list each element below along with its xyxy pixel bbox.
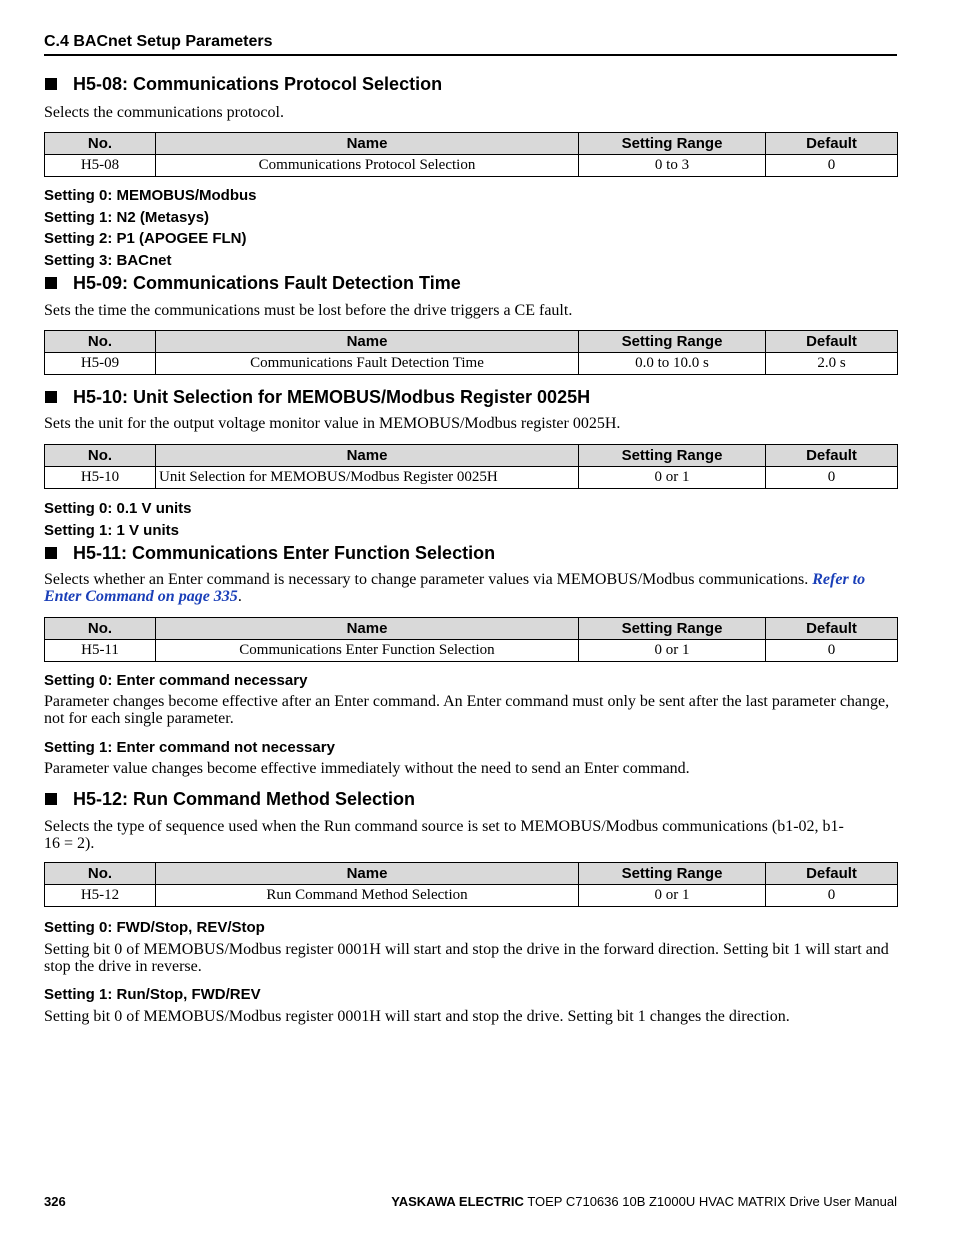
setting-label: Setting 0: MEMOBUS/Modbus — [44, 187, 257, 204]
table-header-row: No. Name Setting Range Default — [45, 331, 898, 353]
heading-h5-08: H5-08: Communications Protocol Selection — [44, 73, 897, 95]
heading-h5-09: H5-09: Communications Fault Detection Time — [44, 272, 897, 294]
heading-h5-10: H5-10: Unit Selection for MEMOBUS/Modbus Register 0025H — [44, 386, 897, 408]
heading-h5-11: H5-11: Communications Enter Function Selection — [44, 542, 897, 564]
description-h5-09: Sets the time the communications must be lost before the drive triggers a CE fault. — [44, 302, 573, 319]
heading-h5-12: H5-12: Run Command Method Selection — [44, 788, 897, 810]
square-bullet-icon — [45, 391, 57, 403]
footer-manual-title — [391, 1194, 897, 1209]
square-bullet-icon — [45, 793, 57, 805]
setting-label: Setting 0: Enter command necessary — [44, 672, 308, 689]
table-row: H5-10 Unit Selection for MEMOBUS/Modbus Register 0025H 0 or 1 0 — [45, 467, 898, 489]
table-h5-11 — [44, 617, 897, 662]
table-header-row: No. Name Setting Range Default — [45, 863, 898, 885]
footer-brand: YASKAWA ELECTRIC — [391, 1194, 524, 1209]
table-row: H5-11 Communications Enter Function Selection 0 or 1 0 — [45, 640, 898, 662]
square-bullet-icon — [45, 547, 57, 559]
header-rule — [44, 54, 897, 56]
setting-label: Setting 1: 1 V units — [44, 522, 180, 539]
table-h5-10 — [44, 444, 897, 489]
setting-label: Setting 1: Enter command not necessary — [44, 739, 335, 756]
setting-label: Setting 0: 0.1 V units — [44, 500, 192, 517]
section-header: C.4 BACnet Setup Parameters — [44, 33, 273, 50]
setting-text: Parameter value changes become effective immediately without the need to send an Enter command. — [44, 760, 690, 777]
setting-label: Setting 0: FWD/Stop, REV/Stop — [44, 919, 265, 936]
description-h5-11: Selects whether an Enter command is necessary to change parameter values via MEMOBUS/Modbus communications. Refer to Enter Command on page 335. — [44, 571, 866, 605]
footer-manual: TOEP C710636 10B Z1000U HVAC MATRIX Drive User Manual — [527, 1194, 897, 1209]
description-h5-10: Sets the unit for the output voltage monitor value in MEMOBUS/Modbus register 0025H. — [44, 415, 621, 432]
setting-text: Setting bit 0 of MEMOBUS/Modbus register 0001H will start and stop the drive. Setting bit 1 changes the direction. — [44, 1008, 790, 1025]
table-header-row: No. Name Setting Range Default — [45, 133, 898, 155]
setting-label: Setting 1: Run/Stop, FWD/REV — [44, 986, 261, 1003]
table-row: H5-08 Communications Protocol Selection 0 to 3 0 — [45, 155, 898, 177]
table-h5-12 — [44, 862, 897, 907]
page-number: 326 — [44, 1194, 66, 1209]
setting-text: Setting bit 0 of MEMOBUS/Modbus register 0001H will start and stop the drive in the forward direction. Setting bit 1 will start and stop the drive in reverse. — [44, 941, 889, 975]
square-bullet-icon — [45, 78, 57, 90]
setting-label: Setting 3: BACnet — [44, 252, 172, 269]
description-h5-08: Selects the communications protocol. — [44, 104, 284, 121]
square-bullet-icon — [45, 277, 57, 289]
table-row: H5-09 Communications Fault Detection Time 0.0 to 10.0 s 2.0 s — [45, 353, 898, 375]
table-h5-08 — [44, 132, 897, 177]
page-reference-link[interactable]: Refer to Enter Command on page 335 — [44, 571, 866, 605]
setting-label: Setting 1: N2 (Metasys) — [44, 209, 210, 226]
table-h5-09 — [44, 330, 897, 375]
description-h5-12: Selects the type of sequence used when the Run command source is set to MEMOBUS/Modbus communications (b1-02, b1-16 = 2). — [44, 818, 844, 852]
table-row: H5-12 Run Command Method Selection 0 or 1 0 — [45, 885, 898, 907]
setting-label: Setting 2: P1 (APOGEE FLN) — [44, 230, 247, 247]
table-header-row: No. Name Setting Range Default — [45, 445, 898, 467]
setting-text: Parameter changes become effective after an Enter command. An Enter command must only be sent after the last parameter change, not for each single parameter. — [44, 693, 890, 727]
table-header-row: No. Name Setting Range Default — [45, 618, 898, 640]
